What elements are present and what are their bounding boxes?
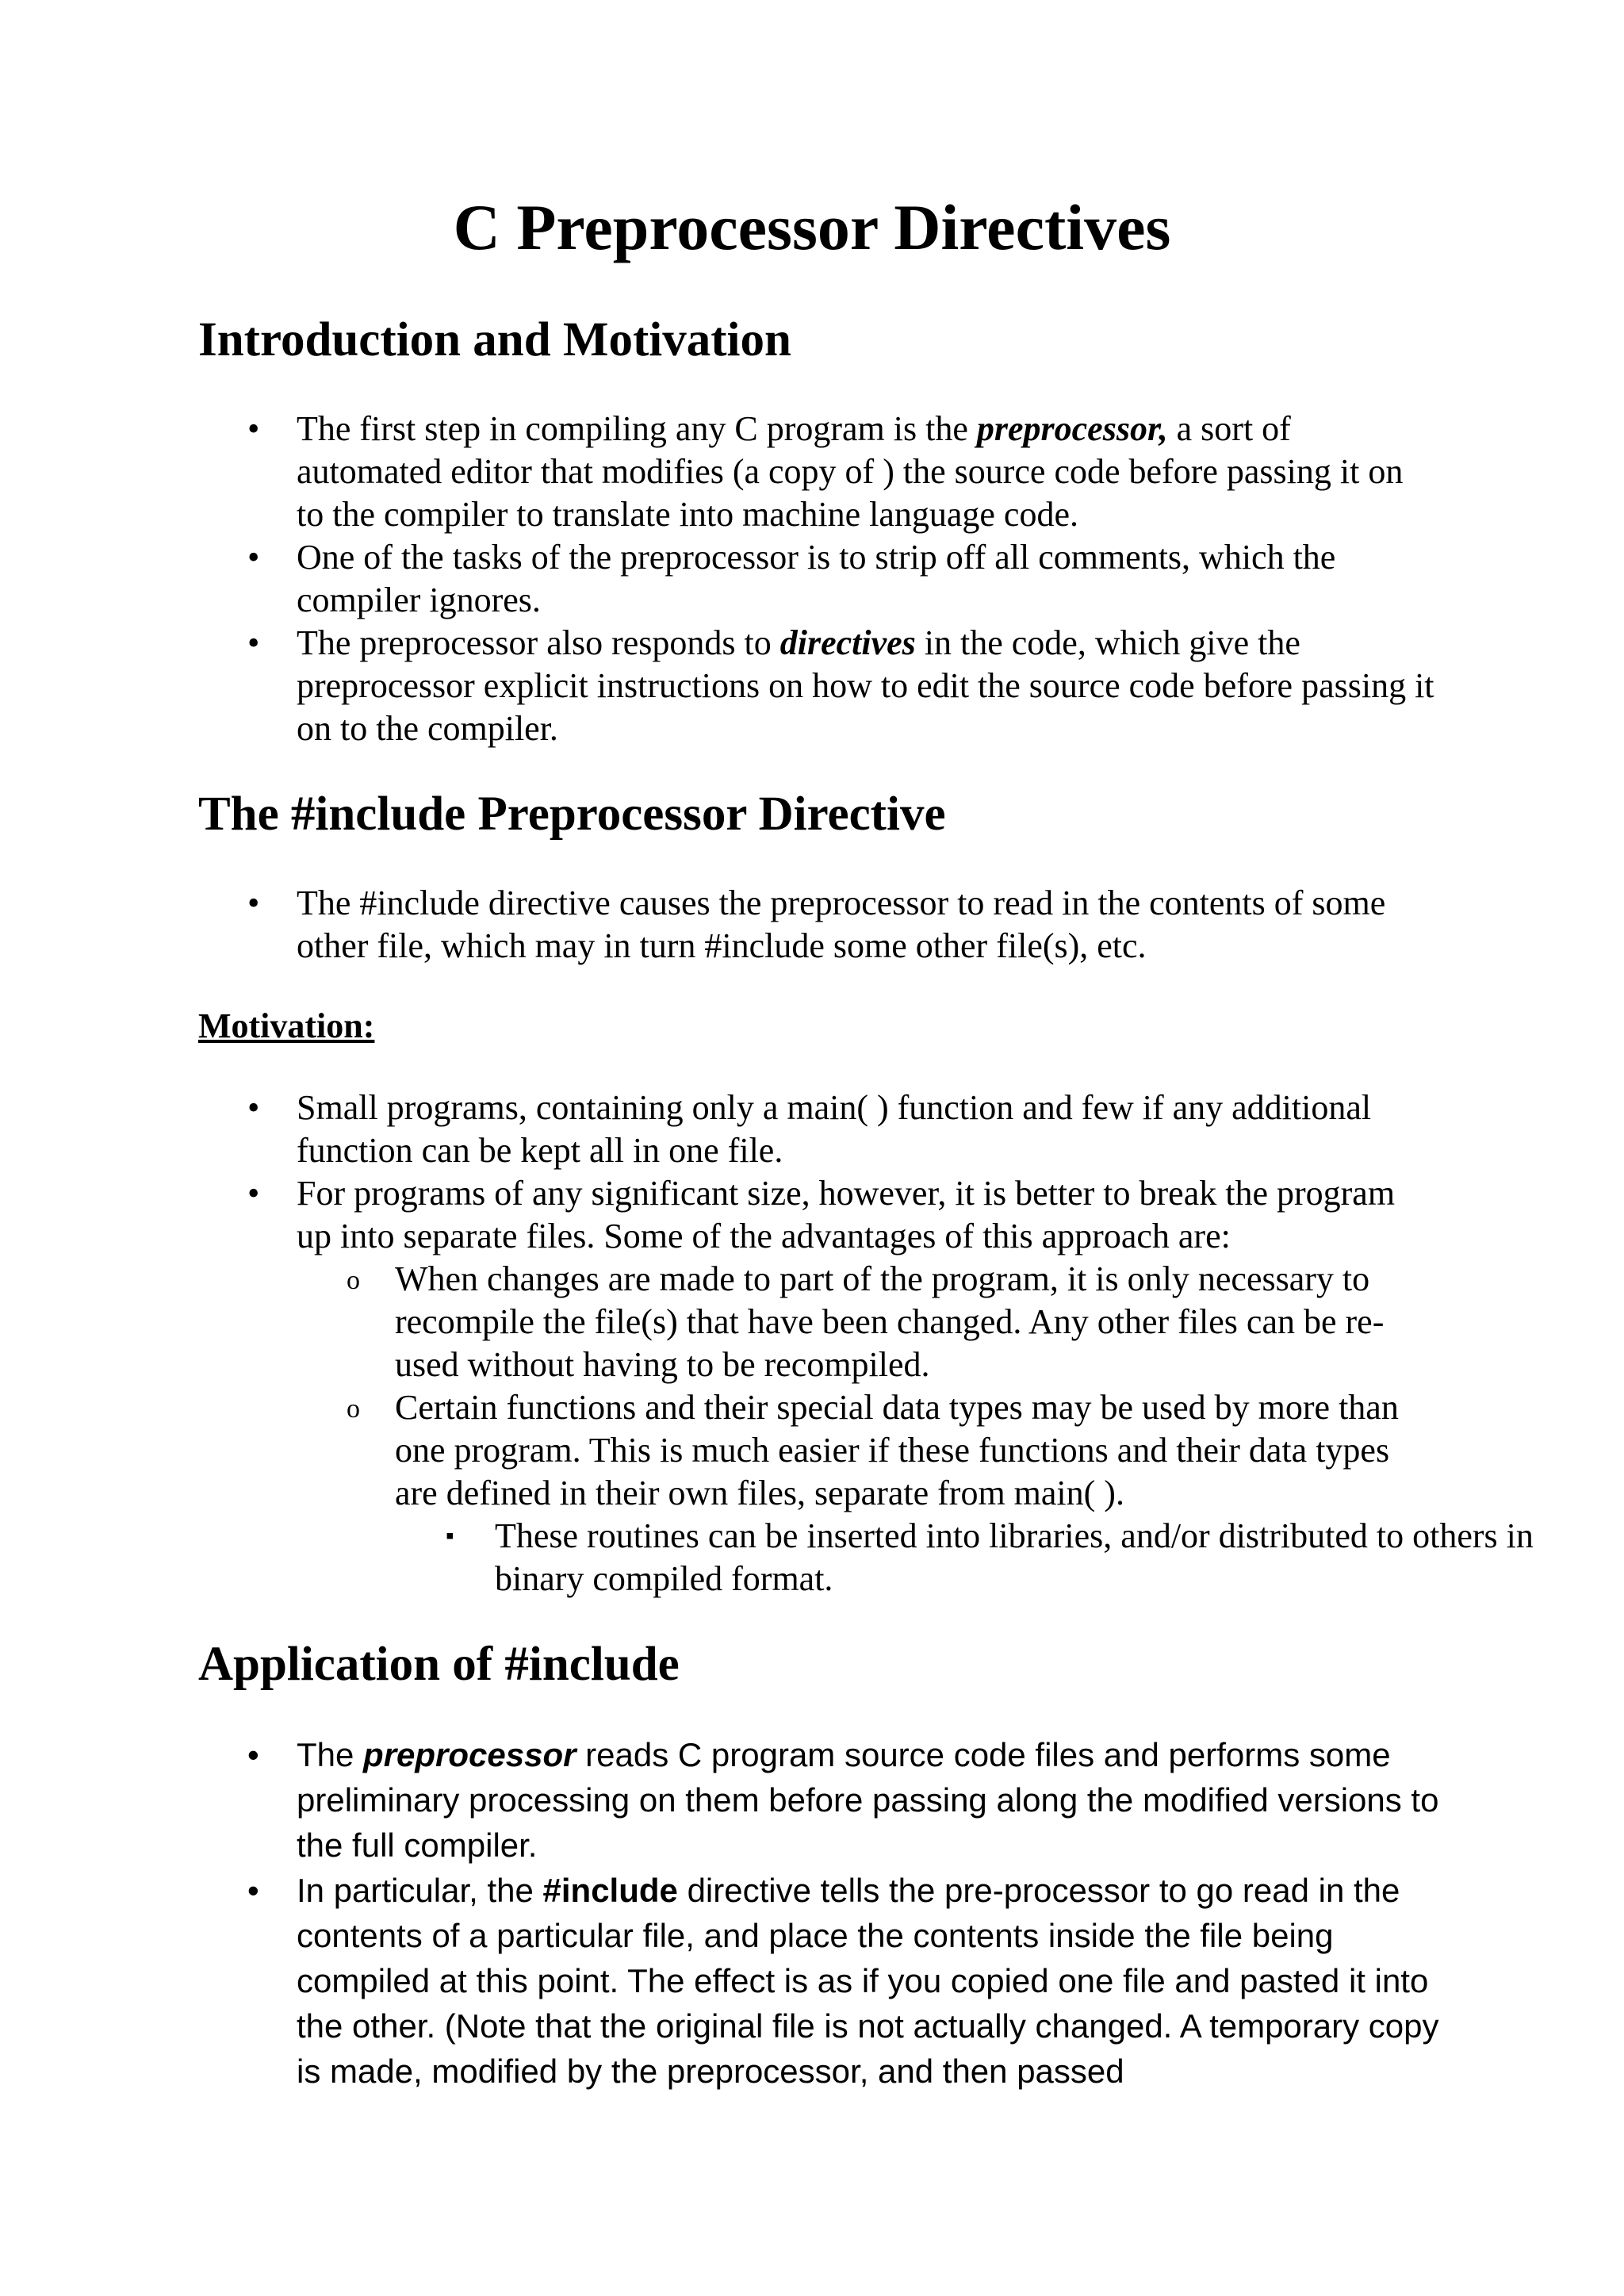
intro-list (0, 408, 1624, 750)
advantages-sublist (297, 1258, 1534, 1600)
bullet-icon: • (247, 1872, 259, 1909)
list-item: • For programs of any significant size, however, it is better to break the program up into separate files. Some of the advantages of this approach are: o When changes are made to part of the program, it is only necessary to recompile the file(s) that have been changed. Any other files can be re-used without having to be recompiled. o Certain functions and their special data types may be used by more than one program. This is much easier if these functions and their data types are defined in their own files, separate from main( ). ▪ These routines can be inserted into libraries, and/or distributed to others in binary compiled format. (0, 1172, 1438, 1600)
sub-list-item: o Certain functions and their special data types may be used by more than one program. This is much easier if these functions and their data types are defined in their own files, separate from main( ). ▪ These routines can be inserted into libraries, and/or distributed to others in binary compiled format. (297, 1386, 1340, 1600)
application-list (0, 1732, 1624, 2094)
sub-sub-list-item: ▪ These routines can be inserted into libraries, and/or distributed to others in binary compiled format. (446, 1516, 1534, 1598)
bullet-icon: • (247, 623, 260, 662)
bullet-icon: • (247, 1088, 260, 1127)
list-item: • The #include directive causes the preprocessor to read in the contents of some other file, which may in turn #include some other file(s), etc. (247, 884, 1386, 965)
bullet-icon: • (247, 1174, 260, 1213)
bullet-icon: • (247, 884, 260, 922)
motivation-list (0, 1087, 1624, 1600)
sub-list-item: o When changes are made to part of the program, it is only necessary to recompile the file(s) that have been changed. Any other files can be re-used without having to be recompiled. (347, 1259, 1385, 1384)
page-title: C Preprocessor Directives (453, 191, 1171, 263)
bullet-icon: • (247, 409, 260, 448)
circle-bullet-icon: o (347, 1394, 360, 1424)
bullet-icon: • (247, 538, 260, 577)
circle-bullet-icon: o (347, 1266, 360, 1295)
list-item: • In particular, the #include directive tells the pre-processor to go read in the contents of a particular file, and place the contents inside the file being compiled at this point. The effect is as if you copied one file and pasted it into the other. (Note that the original file is not actually changed. A temporary copy is made, modified by the preprocessor, and then passed (0, 1868, 1454, 2094)
list-item: • The first step in compiling any C program is the preprocessor, a sort of automated editor that modifies (a copy of ) the source code before passing it on to the compiler to translate into machine language code. (247, 409, 1404, 534)
square-bullet-icon: ▪ (446, 1523, 454, 1549)
list-item: • One of the tasks of the preprocessor is to strip off all comments, which the compiler ignores. (247, 538, 1336, 619)
routines-sublist (297, 1515, 1534, 1600)
list-item: • The preprocessor reads C program source code files and performs some preliminary processing on them before passing along the modified versions to the full compiler. (0, 1732, 1454, 1868)
list-item: • The preprocessor also responds to directives in the code, which give the preprocessor explicit instructions on how to edit the source code before passing it on to the compiler. (247, 623, 1434, 748)
include-list (0, 882, 1624, 968)
bullet-icon: • (247, 1736, 259, 1773)
motivation-heading: Motivation: (198, 1006, 375, 1045)
section-heading-application: Application of #include (198, 1638, 680, 1691)
section-heading-intro: Introduction and Motivation (198, 313, 791, 366)
list-item: • Small programs, containing only a main( ) function and few if any additional function can be kept all in one file. (247, 1088, 1372, 1170)
section-heading-include: The #include Preprocessor Directive (198, 788, 946, 841)
